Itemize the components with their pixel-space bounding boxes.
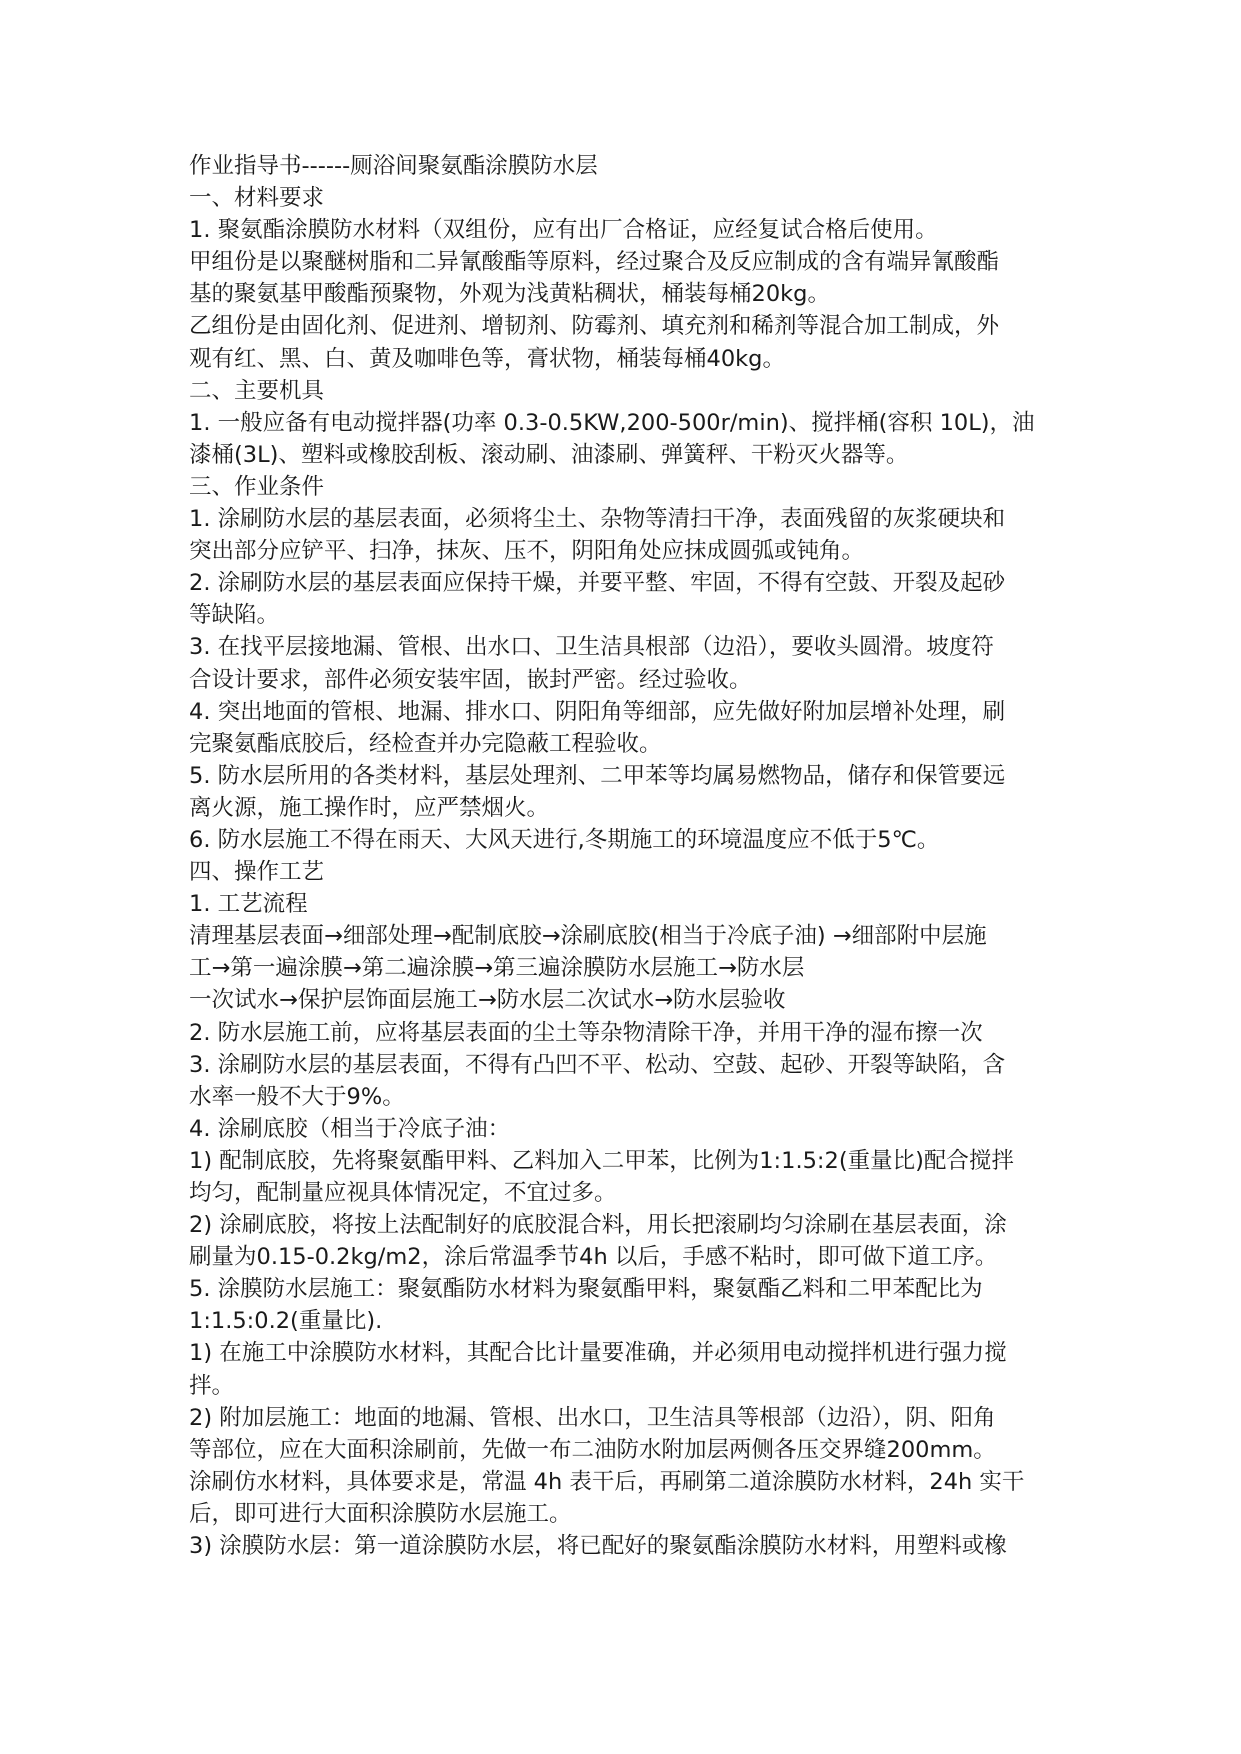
text-line: 1:1.5:0.2(重量比). — [189, 1308, 383, 1335]
text-line: 工→第一遍涂膜→第二遍涂膜→第三遍涂膜防水层施工→防水层 — [189, 955, 805, 982]
text-line: 1. 聚氨酯涂膜防水材料（双组份，应有出厂合格证，应经复试合格后使用。 — [189, 217, 938, 244]
text-line: 等缺陷。 — [189, 602, 280, 629]
text-line: 5. 涂膜防水层施工：聚氨酯防水材料为聚氨酯甲料，聚氨酯乙料和二甲苯配比为 — [189, 1276, 983, 1303]
text-line: 四、操作工艺 — [189, 859, 325, 886]
text-line: 1. 工艺流程 — [189, 891, 308, 918]
text-line: 水率一般不大于9%。 — [189, 1083, 405, 1110]
text-line: 漆桶(3L)、塑料或橡胶刮板、滚动刷、油漆刷、弹簧秤、干粉灭火器等。 — [189, 441, 909, 468]
text-line: 观有红、黑、白、黄及咖啡色等，膏状物，桶装每桶40kg。 — [189, 345, 785, 372]
text-line: 突出部分应铲平、扫净，抹灰、压不，阴阳角处应抹成圆弧或钝角。 — [189, 538, 865, 565]
text-line: 均匀，配制量应视具体情况定，不宜过多。 — [189, 1180, 617, 1206]
text-line: 3. 在找平层接地漏、管根、出水口、卫生洁具根部（边沿），要收头圆滑。坡度符 — [189, 634, 994, 661]
text-line: 2. 涂刷防水层的基层表面应保持干燥，并要平整、牢固，不得有空鼓、开裂及起砂 — [189, 570, 1006, 597]
text-line: 4. 涂刷底胶（相当于冷底子油： — [189, 1115, 511, 1142]
text-line: 三、作业条件 — [189, 473, 325, 500]
text-line: 二、主要机具 — [189, 377, 325, 404]
text-line: 2) 附加层施工：地面的地漏、管根、出水口，卫生洁具等根部（边沿），阴、阳角 — [189, 1404, 996, 1431]
text-line: 1) 在施工中涂膜防水材料，其配合比计量要准确，并必须用电动搅拌机进行强力搅 — [189, 1340, 1007, 1367]
text-line: 涂刷仿水材料，具体要求是，常温 4h 表干后，再刷第二道涂膜防水材料，24h 实干 — [189, 1468, 1025, 1495]
text-line: 后，即可进行大面积涂膜防水层施工。 — [189, 1500, 572, 1527]
text-line: 刷量为0.15-0.2kg/m2，涂后常温季节4h 以后，手感不粘时，即可做下道工序。 — [189, 1244, 998, 1271]
text-line: 3) 涂膜防水层：第一道涂膜防水层，将已配好的聚氨酯涂膜防水材料，用塑料或橡 — [189, 1533, 1007, 1560]
document-title: 作业指导书------厕浴间聚氨酯涂膜防水层 — [189, 153, 598, 179]
text-line: 3. 涂刷防水层的基层表面，不得有凸凹不平、松动、空鼓、起砂、开裂等缺陷，含 — [189, 1051, 1006, 1078]
text-line: 离火源，施工操作时，应严禁烟火。 — [189, 794, 550, 821]
text-line: 乙组份是由固化剂、促进剂、增韧剂、防霉剂、填充剂和稀剂等混合加工制成，外 — [189, 313, 1000, 340]
document-body — [189, 150, 1089, 1562]
text-line: 5. 防水层所用的各类材料，基层处理剂、二甲苯等均属易燃物品，储存和保管要远 — [189, 762, 1006, 789]
text-line: 基的聚氨基甲酸酯预聚物，外观为浅黄粘稠状，桶装每桶20kg。 — [189, 281, 830, 308]
text-line: 2) 涂刷底胶，将按上法配制好的底胶混合料，用长把滚刷均匀涂刷在基层表面，涂 — [189, 1212, 1007, 1239]
text-line: 清理基层表面→细部处理→配制底胶→涂刷底胶(相当于冷底子油) →细部附中层施 — [189, 923, 987, 950]
text-line: 1) 配制底胶，先将聚氨酯甲料、乙料加入二甲苯，比例为1:1.5:2(重量比)配合搅拌 — [189, 1147, 1014, 1174]
text-line: 完聚氨酯底胶后，经检查并办完隐蔽工程验收。 — [189, 730, 662, 757]
text-line: 6. 防水层施工不得在雨天、大风天进行,冬期施工的环境温度应不低于5℃。 — [189, 826, 940, 853]
text-line: 1. 一般应备有电动搅拌器(功率 0.3-0.5KW,200-500r/min)、搅拌桶(容积 10L)，油 — [189, 409, 1035, 436]
text-line: 合设计要求，部件必须安装牢固，嵌封严密。经过验收。 — [189, 666, 752, 693]
text-line: 拌。 — [189, 1372, 235, 1399]
text-line: 甲组份是以聚醚树脂和二异氰酸酯等原料，经过聚合及反应制成的含有端异氰酸酯 — [189, 249, 1000, 276]
text-line: 2. 防水层施工前，应将基层表面的尘土等杂物清除干净，并用干净的湿布擦一次 — [189, 1019, 983, 1046]
text-line: 1. 涂刷防水层的基层表面，必须将尘土、杂物等清扫干净，表面残留的灰浆硬块和 — [189, 506, 1006, 533]
text-line: 4. 突出地面的管根、地漏、排水口、阴阳角等细部，应先做好附加层增补处理，刷 — [189, 698, 1006, 725]
text-line: 等部位，应在大面积涂刷前，先做一布二油防水附加层两侧各压交界缝200mm。 — [189, 1436, 996, 1463]
text-line: 一次试水→保护层饰面层施工→防水层二次试水→防水层验收 — [189, 987, 786, 1014]
text-line: 一、材料要求 — [189, 185, 325, 212]
